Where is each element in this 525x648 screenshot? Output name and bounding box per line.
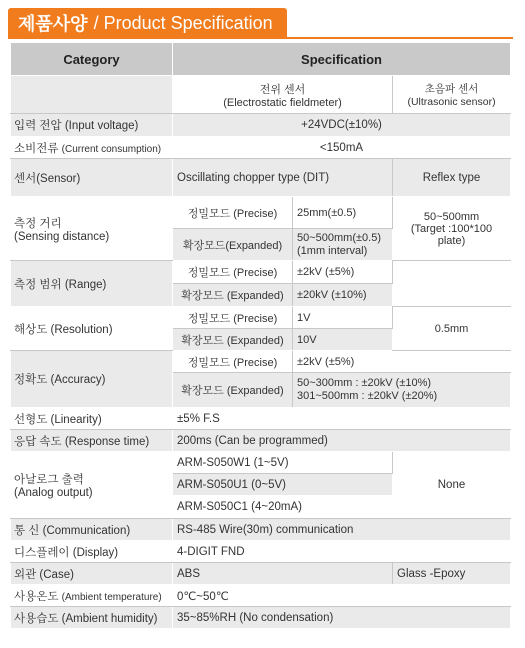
row-sensing-precise [11,197,511,229]
electrostatic-en: (Electrostatic fieldmeter) [223,96,342,109]
header-row [11,43,511,76]
resolution-expanded-label: 확장모드 (Expanded) [173,329,293,351]
row-temperature [11,585,511,607]
row-current [11,137,511,159]
sensing-precise-label: 정밀모드 (Precise) [173,197,293,229]
resolution-precise-label: 정밀모드 (Precise) [173,307,293,329]
analog-output-3: ARM-S050C1 (4~20mA) [173,496,393,519]
row-case [11,563,511,585]
row-range-precise [11,261,511,284]
input-voltage-value: +24VDC(±10%) [173,114,511,137]
ultrasonic-en: (Ultrasonic sensor) [407,96,496,108]
temperature-value: 0℃~50℃ [173,585,511,607]
current-label: 소비전류 (Current consumption) [11,137,173,159]
input-voltage-label: 입력 전압 (Input voltage) [11,114,173,137]
communication-label: 통 신 (Communication) [11,519,173,541]
range-expanded-value: ±20kV (±10%) [293,284,393,307]
sensing-expanded-label: 확장모드(Expanded) [173,229,293,261]
ultrasonic-type [393,76,511,114]
display-label: 디스플레이 (Display) [11,541,173,563]
ultrasonic-ko: 초음파 센서 [424,83,479,95]
linearity-label: 선형도 (Linearity) [11,408,173,430]
accuracy-precise-label: 정밀모드 (Precise) [173,351,293,373]
spec-title [8,8,287,38]
electrostatic-ko: 전위 센서 [259,83,306,96]
row-resolution-precise [11,307,511,329]
humidity-value: 35~85%RH (No condensation) [173,607,511,629]
case-value: ABS [173,563,393,585]
resolution-label: 해상도 (Resolution) [11,307,173,351]
case-label: 외관 (Case) [11,563,173,585]
range-expanded-label: 확장모드 (Expanded) [173,284,293,307]
resolution-precise-value: 1V [293,307,393,329]
sensor-value: Oscillating chopper type (DIT) [173,159,393,197]
range-ultrasonic [393,261,511,307]
communication-value: RS-485 Wire(30m) communication [173,519,511,541]
display-value: 4-DIGIT FND [173,541,511,563]
sensor-ultrasonic: Reflex type [393,159,511,197]
range-precise-label: 정밀모드 (Precise) [173,261,293,284]
sensing-label: 측정 거리 (Sensing distance) [11,197,173,261]
analog-label: 아날로그 출력 (Analog output) [11,452,173,519]
accuracy-expanded-value: 50~300mm : ±20kV (±10%) 301~500mm : ±20kV (±20%) [293,373,511,408]
electrostatic-type [173,76,393,114]
analog-output-2: ARM-S050U1 (0~5V) [173,474,393,496]
sensing-ultrasonic: 50~500mm (Target :100*100 plate) [393,197,511,261]
row-accuracy-precise [11,351,511,373]
row-display [11,541,511,563]
row-linearity [11,408,511,430]
row-response [11,430,511,452]
accuracy-expanded-label: 확장모드 (Expanded) [173,373,293,408]
analog-output-1: ARM-S050W1 (1~5V) [173,452,393,474]
resolution-expanded-value: 10V [293,329,393,351]
row-communication [11,519,511,541]
sensor-label: 센서(Sensor) [11,159,173,197]
sensing-expanded-value: 50~500mm(±0.5) (1mm interval) [293,229,393,261]
temperature-label: 사용온도 (Ambient temperature) [11,585,173,607]
range-label: 측정 범위 (Range) [11,261,173,307]
case-ultrasonic: Glass -Epoxy [393,563,511,585]
row-analog-1 [11,452,511,474]
current-value: <150mA [173,137,511,159]
specification-header: Specification [173,43,511,76]
response-label: 응답 속도 (Response time) [11,430,173,452]
sensor-type-label [11,76,173,114]
range-precise-value: ±2kV (±5%) [293,261,393,284]
sensing-precise-value: 25mm(±0.5) [293,197,393,229]
title-underline [8,37,513,39]
accuracy-precise-value: ±2kV (±5%) [293,351,511,373]
analog-ultrasonic: None [393,452,511,519]
linearity-value: ±5% F.S [173,408,511,430]
row-humidity [11,607,511,629]
response-value: 200ms (Can be programmed) [173,430,511,452]
row-input-voltage [11,114,511,137]
spec-title-en: / Product Specification [93,12,273,33]
accuracy-label: 정확도 (Accuracy) [11,351,173,408]
resolution-ultrasonic: 0.5mm [393,307,511,351]
sensor-type-row [11,76,511,114]
spec-table [10,42,511,629]
spec-title-ko: 제품사양 [18,14,88,34]
humidity-label: 사용습도 (Ambient humidity) [11,607,173,629]
row-sensor [11,159,511,197]
category-header: Category [11,43,173,76]
